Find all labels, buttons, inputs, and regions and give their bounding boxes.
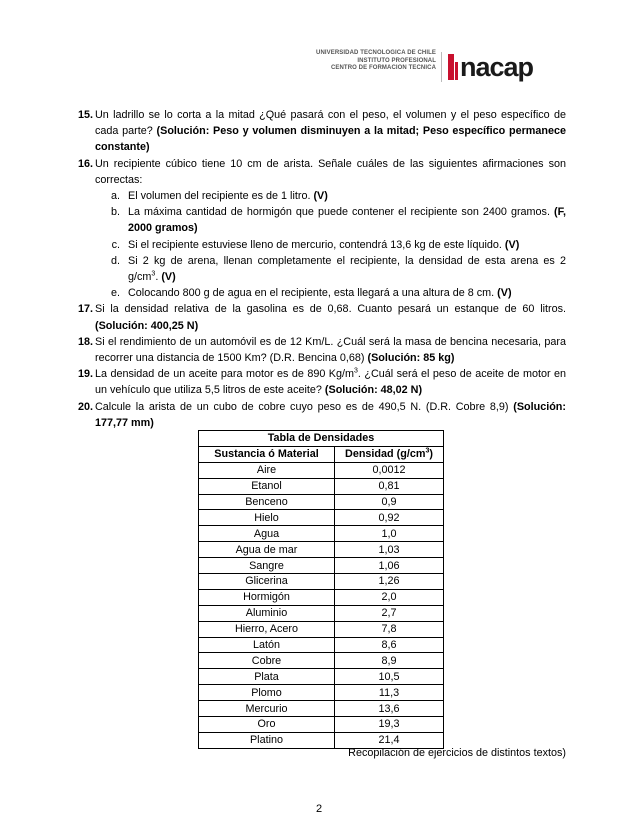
density-cell: 2,0	[335, 589, 444, 605]
density-cell: 1,0	[335, 526, 444, 542]
sub-item-answer: (V)	[161, 271, 176, 284]
table-row	[199, 621, 444, 637]
exercise-number: 19.	[78, 368, 94, 381]
exercise-item	[78, 301, 566, 333]
exercise-item	[78, 399, 566, 431]
sub-item-text: .	[155, 271, 162, 284]
density-cell: 1,03	[335, 542, 444, 558]
exercise-answer: (Solución: 85 kg)	[367, 352, 455, 365]
material-cell: Hielo	[199, 510, 335, 526]
exercise-answer: (Solución: 400,25 N)	[95, 319, 199, 332]
sub-item-letter: a.	[110, 190, 120, 203]
density-cell: 0,92	[335, 510, 444, 526]
exercise-answer: (Solución: 48,02 N)	[324, 384, 423, 397]
material-cell: Agua	[199, 526, 335, 542]
table-row	[199, 542, 444, 558]
exercise-list	[78, 107, 566, 431]
material-cell: Sangre	[199, 558, 335, 574]
density-cell: 1,26	[335, 574, 444, 590]
table-row	[199, 510, 444, 526]
density-cell: 0,9	[335, 494, 444, 510]
column-header-material: Sustancia ó Material	[199, 446, 335, 462]
superscript: 3	[354, 367, 358, 375]
institution-line: CENTRO DE FORMACION TECNICA	[330, 65, 436, 71]
exercise-number: 18.	[78, 335, 94, 348]
density-cell: 1,06	[335, 558, 444, 574]
density-cell: 21,4	[335, 732, 444, 748]
exercise-number: 17.	[78, 303, 94, 316]
table-row	[199, 637, 444, 653]
density-cell: 0,81	[335, 478, 444, 494]
sub-item-letter: b.	[110, 206, 120, 219]
sub-item	[78, 188, 566, 204]
material-cell: Hormigón	[199, 589, 335, 605]
sub-item	[78, 237, 566, 253]
sub-item	[78, 285, 566, 301]
exercise-text: Un ladrillo se lo corta a la mitad ¿Qué pasará con el peso, el volumen y el peso específico de cada parte?	[95, 109, 566, 138]
exercise-text: La densidad de un aceite para motor es de 890 Kg/m	[95, 368, 354, 381]
sub-item-letter: c.	[111, 238, 120, 251]
material-cell: Plomo	[199, 685, 335, 701]
exercise-text: Si la densidad relativa de la gasolina es de 0,68. Cuanto pesará un estanque de 60 litros.	[95, 303, 566, 316]
table-row	[199, 478, 444, 494]
column-header-density	[335, 446, 444, 462]
table-row	[199, 653, 444, 669]
table-row	[199, 732, 444, 748]
institution-line: UNIVERSIDAD TECNOLOGICA DE CHILE	[316, 50, 436, 56]
table-row	[199, 494, 444, 510]
material-cell: Plata	[199, 669, 335, 685]
material-cell: Latón	[199, 637, 335, 653]
density-cell: 13,6	[335, 701, 444, 717]
header-text: Densidad (g/cm	[345, 448, 426, 461]
page-number: 2	[315, 803, 323, 815]
sub-item-letter: d.	[110, 254, 120, 267]
density-cell: 8,9	[335, 653, 444, 669]
exercise-item	[78, 334, 566, 366]
sub-item-answer: (V)	[504, 238, 520, 251]
exercise-number: 20.	[78, 400, 94, 413]
logo-text: nacap	[460, 52, 534, 82]
table-row	[199, 605, 444, 621]
sub-item-answer: (V)	[313, 190, 328, 203]
table-row	[199, 717, 444, 733]
density-table	[198, 430, 444, 749]
table-title: Tabla de Densidades	[199, 431, 444, 447]
superscript: 3	[151, 270, 156, 278]
inacap-logo	[448, 54, 533, 80]
exercise-text: . ¿Cuál será el peso de aceite de motor en un vehículo que utiliza 5,5 litros de este aceite?	[95, 368, 567, 397]
density-cell: 8,6	[335, 637, 444, 653]
density-cell: 11,3	[335, 685, 444, 701]
density-cell: 19,3	[335, 717, 444, 733]
sub-item-text: El volumen del recipiente es de 1 litro.	[128, 190, 314, 203]
exercise-answer: (Solución: Peso y volumen disminuyen a la mitad; Peso específico permanece constante)	[95, 125, 566, 154]
material-cell: Hierro, Acero	[199, 621, 335, 637]
table-row	[199, 574, 444, 590]
density-cell: 0,0012	[335, 462, 444, 478]
sub-item	[78, 253, 566, 285]
exercise-item	[78, 107, 566, 156]
table-row	[199, 589, 444, 605]
table-row	[199, 462, 444, 478]
table-row	[199, 685, 444, 701]
exercise-text: Si el rendimiento de un automóvil es de 12 Km/L. ¿Cuál será la masa de bencina necesaria, para recorrer una distancia de 1500 Km? (D.R. Bencina 0,68)	[95, 335, 566, 365]
table-row	[199, 526, 444, 542]
exercise-text: Un recipiente cúbico tiene 10 cm de arista. Señale cuáles de las siguientes afirmaciones son correctas:	[95, 157, 566, 186]
material-cell: Mercurio	[199, 701, 335, 717]
exercise-answer: (Solución: 177,77 mm)	[95, 400, 566, 429]
logo-mark-icon	[448, 54, 458, 80]
material-cell: Aluminio	[199, 605, 335, 621]
exercise-number: 15.	[78, 109, 94, 121]
material-cell: Cobre	[199, 653, 335, 669]
sub-item-text: Colocando 800 g de agua en el recipiente, esta llegará a una altura de 8 cm.	[128, 287, 498, 300]
exercise-number: 16.	[78, 157, 94, 170]
sub-item	[78, 204, 566, 236]
material-cell: Oro	[199, 717, 335, 733]
source-note: Recopilación de ejercicios de distintos textos)	[348, 747, 566, 759]
material-cell: Agua de mar	[199, 542, 335, 558]
header-divider	[441, 52, 442, 82]
table-row	[199, 701, 444, 717]
material-cell: Aire	[199, 462, 335, 478]
sub-item-text: La máxima cantidad de hormigón que puede contener el recipiente son 2400 gramos.	[128, 206, 554, 219]
institution-line: INSTITUTO PROFESIONAL	[357, 57, 436, 64]
header-text: )	[429, 448, 433, 461]
material-cell: Benceno	[199, 494, 335, 510]
material-cell: Glicerina	[199, 574, 335, 590]
sub-item-answer: (F, 2000 gramos)	[128, 206, 566, 235]
material-cell: Etanol	[199, 478, 335, 494]
sub-item-text: Si el recipiente estuviese lleno de mercurio, contendrá 13,6 kg de este líquido.	[128, 238, 505, 251]
density-cell: 7,8	[335, 621, 444, 637]
sub-item-text: Si 2 kg de arena, llenan completamente el recipiente, la densidad de esta arena es 2 g/cm	[128, 254, 566, 284]
superscript: 3	[425, 447, 430, 455]
material-cell: Platino	[199, 732, 335, 748]
sub-item-letter: e.	[110, 287, 120, 300]
exercise-item	[78, 366, 566, 398]
exercise-item	[78, 156, 566, 188]
exercise-text: Calcule la arista de un cubo de cobre cuyo peso es de 490,5 N. (D.R. Cobre 8,9)	[95, 400, 514, 413]
density-cell: 10,5	[335, 669, 444, 685]
density-cell: 2,7	[335, 605, 444, 621]
table-row	[199, 558, 444, 574]
institution-lines	[296, 50, 436, 73]
table-row	[199, 669, 444, 685]
sub-item-answer: (V)	[497, 287, 512, 300]
